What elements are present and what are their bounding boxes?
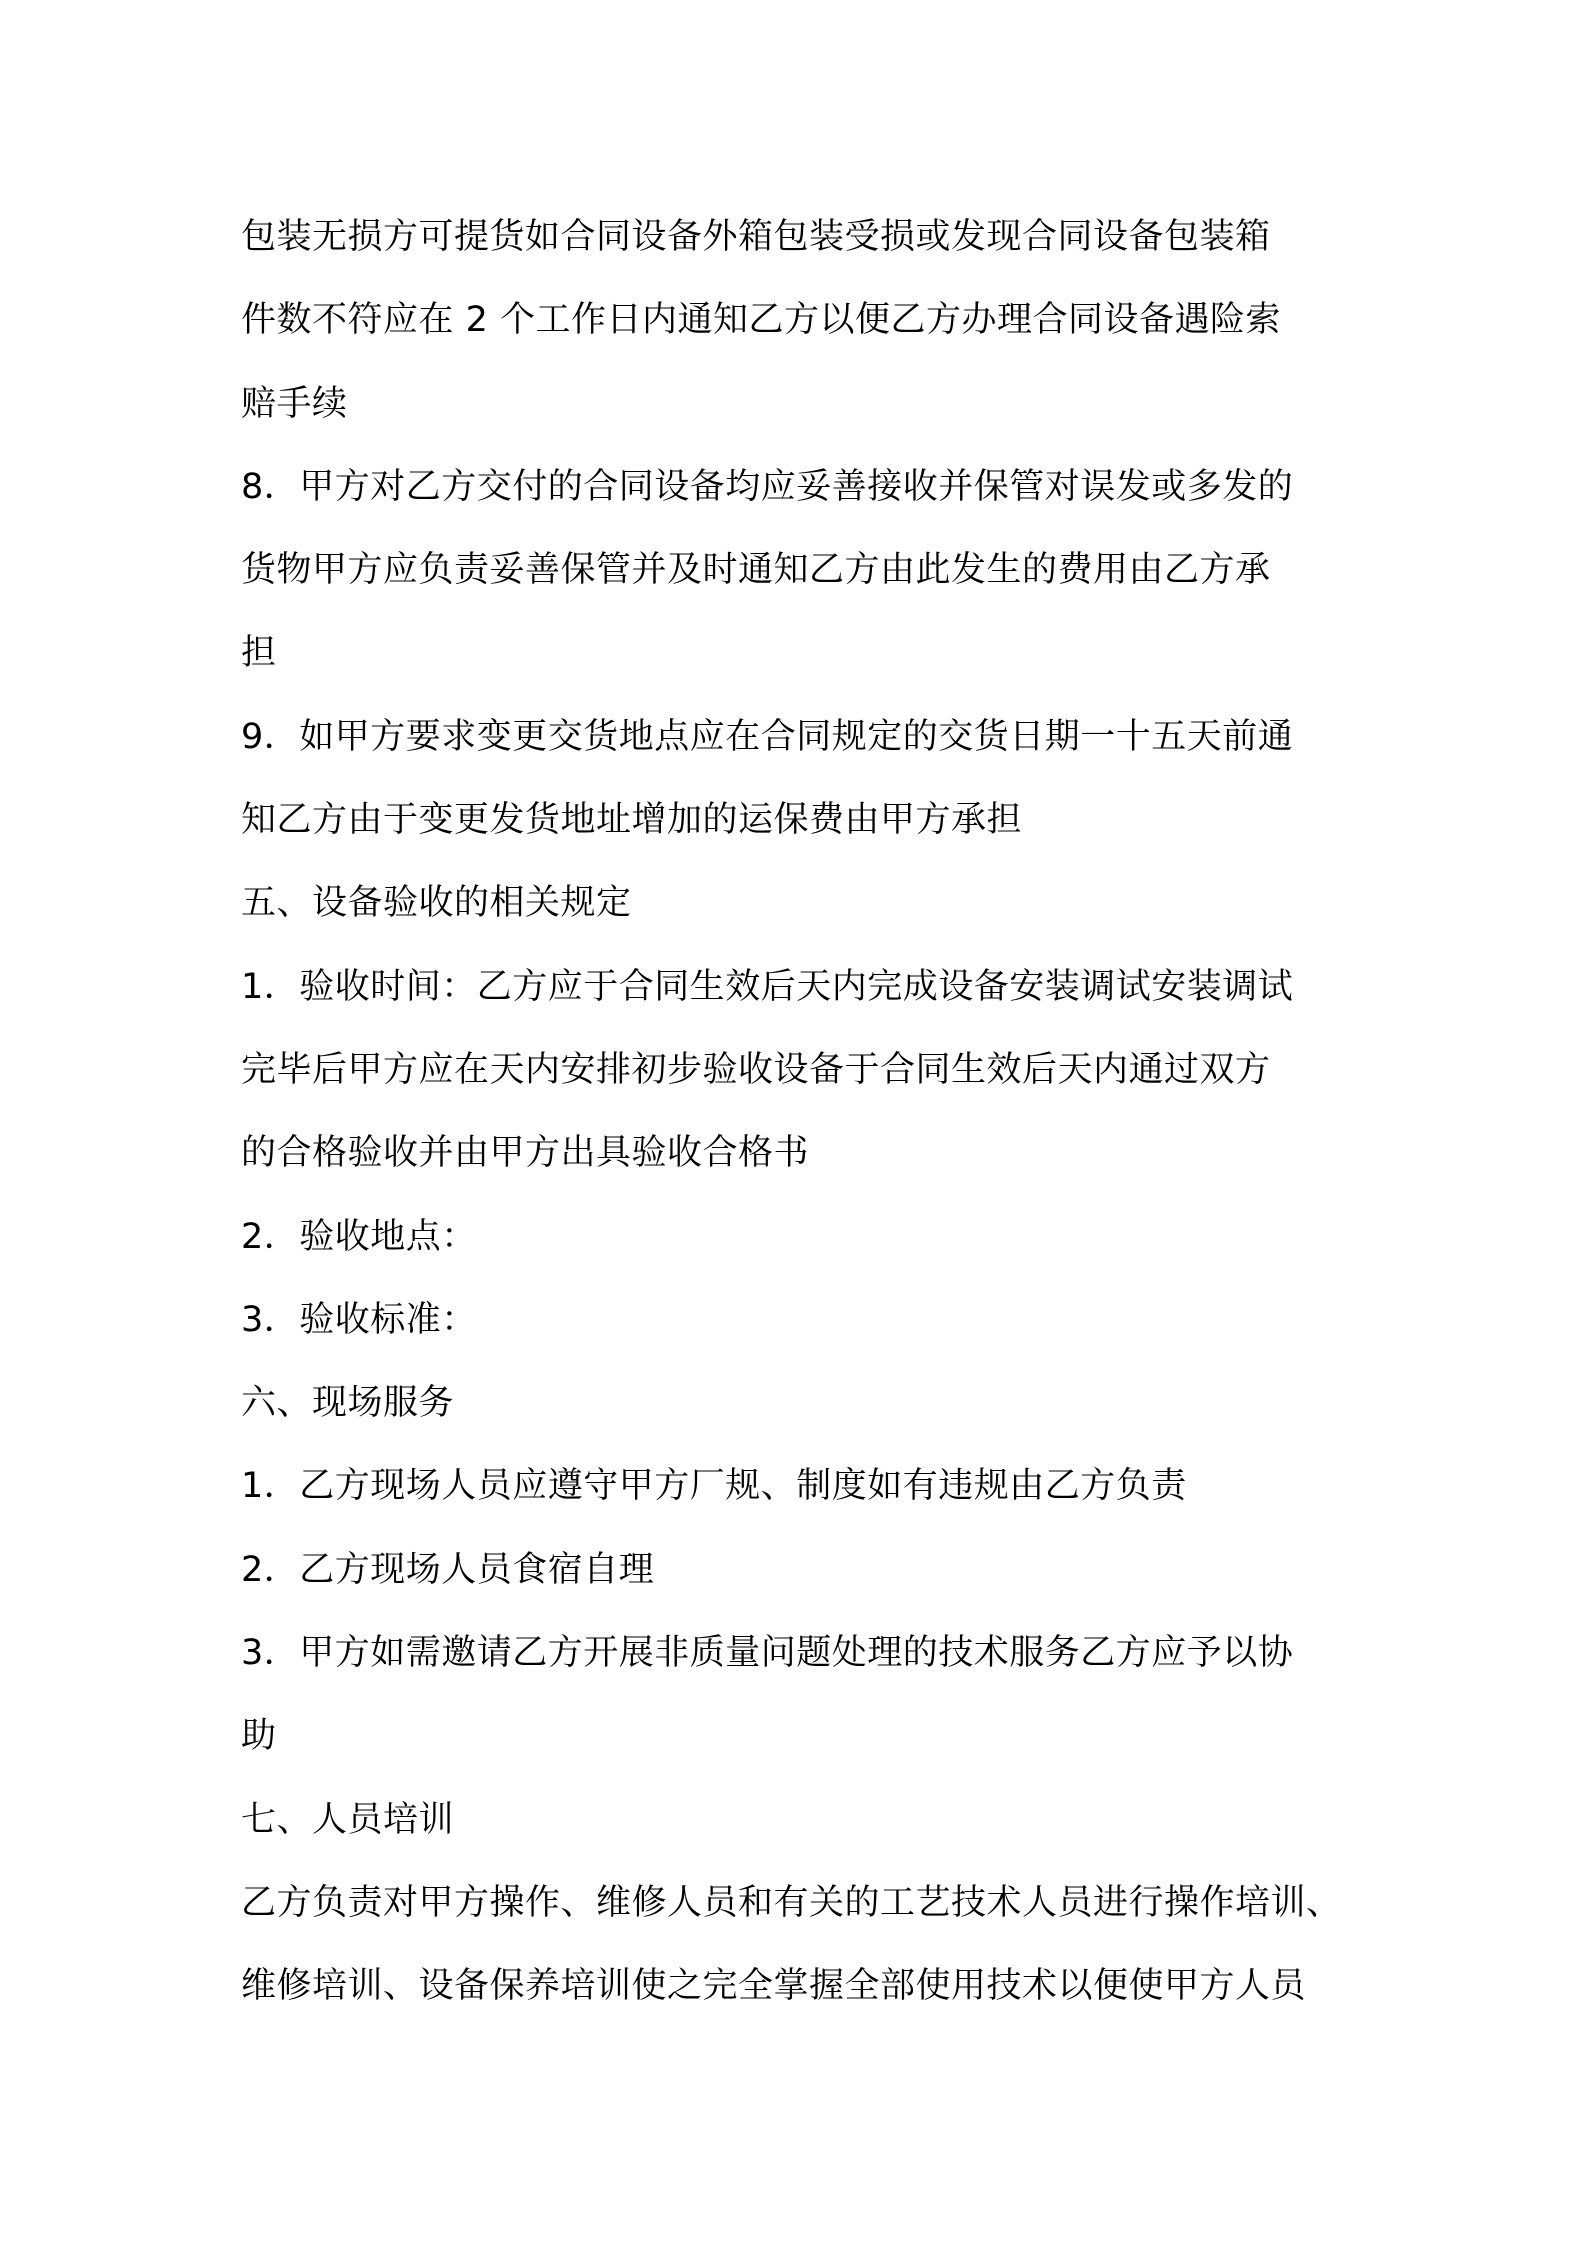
onsite-service-line-2: 2．乙方现场人员食宿自理 [241,1549,655,1590]
training-line-2: 维修培训、设备保养培训使之完全掌握全部使用技术以便使甲方人员 [241,1966,1307,2007]
text-line: 件数不符应在 2 个工作日内通知乙方以便乙方办理合同设备遇险索 [241,300,1282,341]
clause-8-line: 8．甲方对乙方交付的合同设备均应妥善接收并保管对误发或多发的 [241,466,1294,507]
acceptance-standard-line: 3．验收标准： [241,1299,477,1340]
section-heading-5: 五、设备验收的相关规定 [241,883,632,924]
training-line-1: 乙方负责对甲方操作、维修人员和有关的工艺技术人员进行操作培训、 [241,1882,1342,1923]
acceptance-location-line: 2．验收地点： [241,1216,477,1257]
text-line: 助 [241,1716,277,1757]
text-line: 知乙方由于变更发货地址增加的运保费由甲方承担 [241,800,1023,841]
document-body [241,196,1371,2029]
text-line: 完毕后甲方应在天内安排初步验收设备于合同生效后天内通过双方 [241,1049,1271,1090]
text-line: 包装无损方可提货如合同设备外箱包装受损或发现合同设备包装箱 [241,217,1271,257]
section-heading-6: 六、现场服务 [241,1383,455,1424]
clause-9-line: 9．如甲方要求变更交货地点应在合同规定的交货日期一十五天前通 [241,716,1294,757]
section-heading-7: 七、人员培训 [241,1799,455,1840]
text-line: 赔手续 [241,383,348,424]
onsite-service-line-1: 1．乙方现场人员应遵守甲方厂规、制度如有违规由乙方负责 [241,1466,1187,1507]
text-line: 的合格验收并由甲方出具验收合格书 [241,1133,810,1174]
onsite-service-line-3: 3．甲方如需邀请乙方开展非质量问题处理的技术服务乙方应予以协 [241,1633,1294,1674]
acceptance-time-line: 1．验收时间：乙方应于合同生效后天内完成设备安装调试安装调试 [241,966,1294,1007]
text-line: 担 [241,633,277,674]
text-line: 货物甲方应负责妥善保管并及时通知乙方由此发生的费用由乙方承 [241,550,1271,591]
